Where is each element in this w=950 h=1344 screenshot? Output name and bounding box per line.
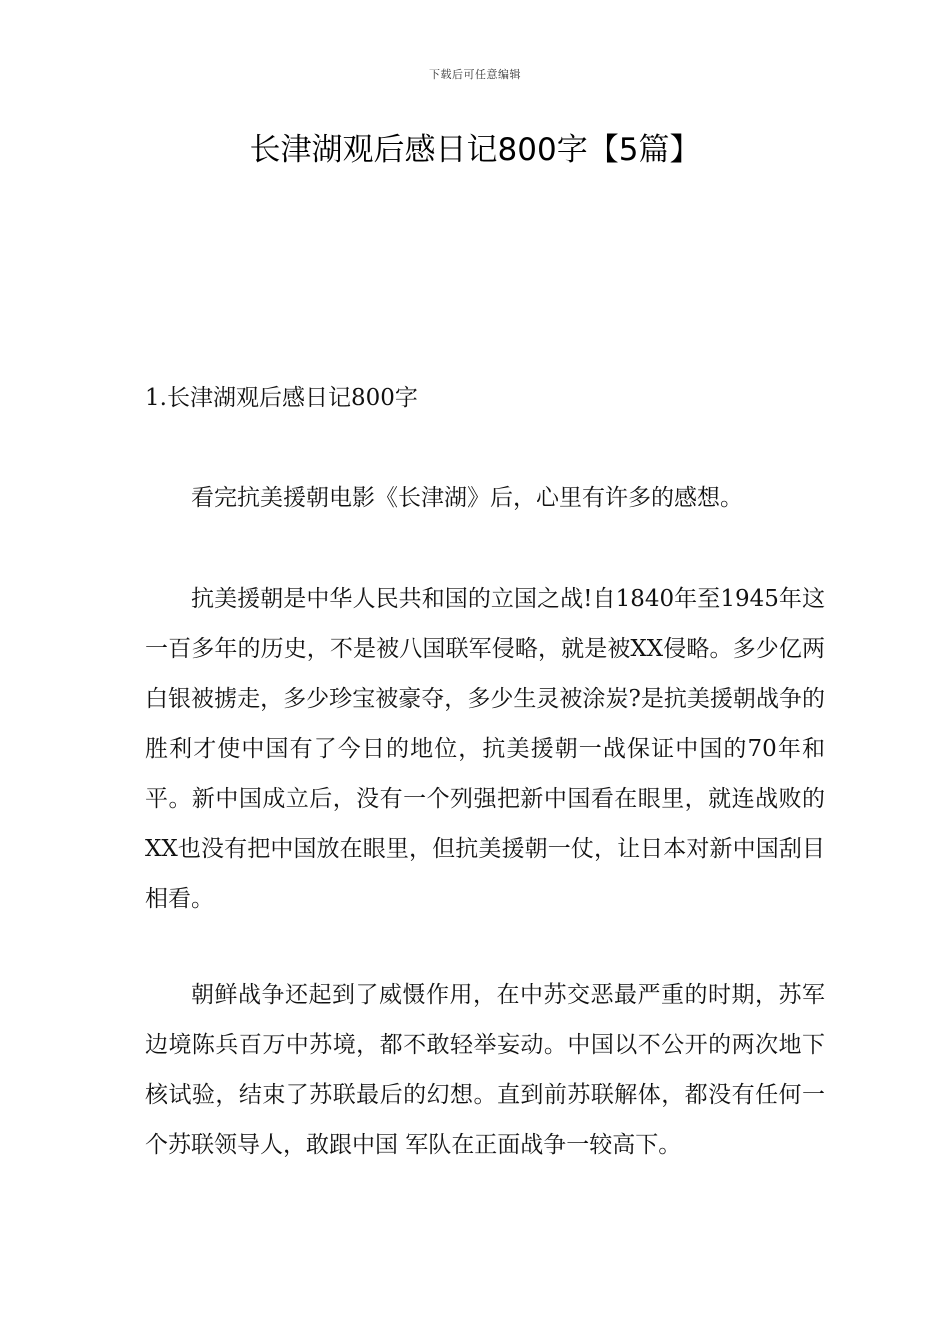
paragraph-3: 朝鲜战争还起到了威慑作用，在中苏交恶最严重的时期，苏军边境陈兵百万中苏境，都不敢轻举妄动。中国以不公开的两次地下核试验，结束了苏联最后的幻想。直到前苏联解体，都没有任何一个苏联领导人，敢跟中国 军队在正面战争一较高下。 — [145, 982, 825, 1158]
paragraph-2: 抗美援朝是中华人民共和国的立国之战!自1840年至1945年这一百多年的历史，不是被八国联军侵略，就是被XX侵略。多少亿两白银被掳走，多少珍宝被豪夺，多少生灵被涂炭?是抗美援朝战争的胜利才使中国有了今日的地位，抗美援朝一战保证中国的70年和平。新中国成立后，没有一个列强把新中国看在眼里，就连战败的XX也没有把中国放在眼里，但抗美援朝一仗，让日本对新中国刮目相看。 — [145, 586, 825, 912]
paragraph-1: 看完抗美援朝电影《长津湖》后，心里有许多的感想。 — [191, 485, 743, 511]
header-note: 下载后可任意编辑 — [429, 68, 521, 81]
document-title: 长津湖观后感日记800字【5篇】 — [249, 132, 701, 168]
section-heading: 1.长津湖观后感日记800字 — [145, 385, 418, 411]
